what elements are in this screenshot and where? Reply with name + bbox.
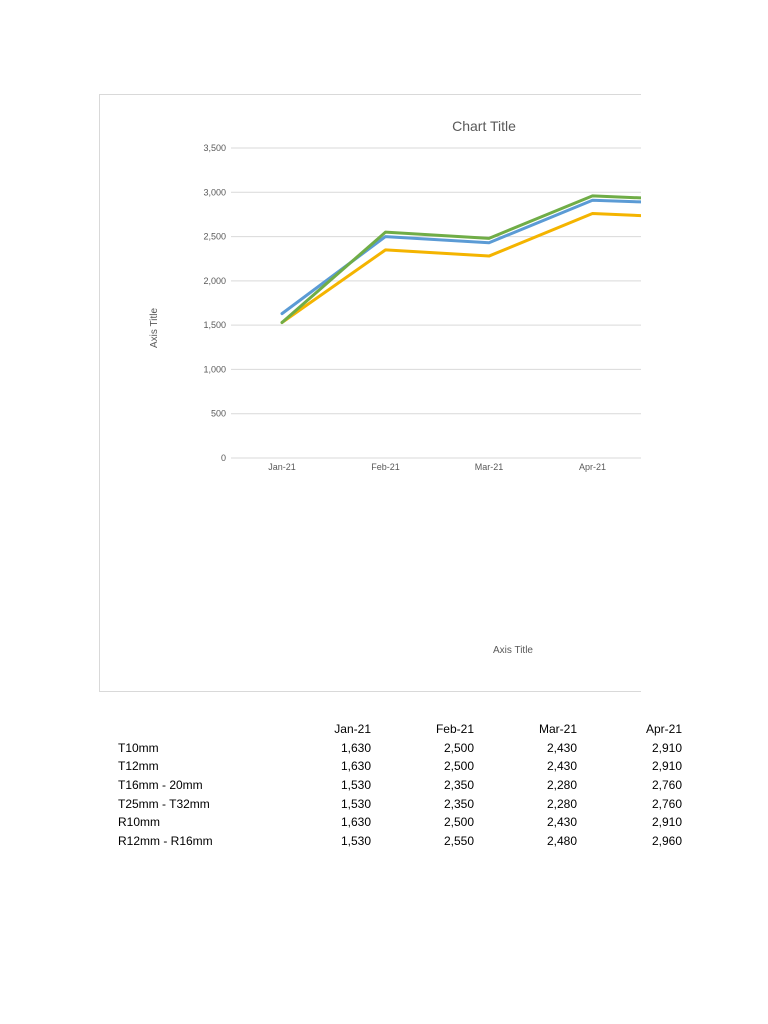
table-header-cell: Apr-21 [645,722,682,737]
table-cell: 1,530 [340,778,371,793]
row-label: T12mm [118,759,159,774]
y-tick-label: 0 [220,453,226,463]
chart-title: Chart Title [452,118,516,134]
table-cell: 2,350 [443,796,474,811]
y-axis-title: Axis Title [149,307,160,349]
y-tick-label: 2,000 [203,275,226,286]
chart-area [99,94,641,692]
table-row [110,794,682,813]
row-label: T10mm [118,740,159,755]
row-label: T16mm - 20mm [118,778,203,793]
y-tick-label: 3,000 [203,187,226,198]
table-cell: 2,500 [443,815,474,830]
series-lines [282,196,641,323]
table-cell: 2,500 [443,740,474,755]
y-tick-label: 1,500 [203,320,226,331]
table-row [110,832,682,851]
table-cell: 1,630 [340,815,371,830]
table-row [110,757,682,776]
x-axis-title: Axis Title [492,645,534,656]
gridlines [231,148,641,458]
table-cell: 1,530 [340,796,371,811]
table-header-cell [110,720,268,739]
table-header-cell: Jan-21 [334,722,371,737]
x-tick-label: Mar-21 [474,462,504,472]
table-cell: 2,760 [651,778,682,793]
table-cell: 1,630 [340,759,371,774]
table-cell: 2,430 [546,759,577,774]
table-header-cell: Mar-21 [538,722,577,737]
table-row [110,776,682,795]
y-tick-label: 2,500 [203,231,226,242]
table-cell: 2,910 [651,815,682,830]
table-cell: 2,430 [546,740,577,755]
table-cell: 1,530 [340,833,371,848]
table-cell: 2,760 [651,796,682,811]
table-cell: 2,550 [443,833,474,848]
x-tick-label: Feb-21 [371,462,400,472]
row-label: R12mm - R16mm [118,833,213,848]
table-header-row [110,720,682,739]
table-row [110,813,682,832]
data-table [110,720,682,850]
x-tick-label: Jan-21 [268,462,296,472]
table-cell: 2,910 [651,740,682,755]
x-tick-label: Apr-21 [578,462,607,472]
y-tick-labels [203,143,226,463]
table-cell: 2,910 [651,759,682,774]
table-row [110,739,682,758]
y-tick-label: 3,500 [203,143,226,153]
x-tick-labels [268,462,606,472]
table-cell: 1,630 [340,740,371,755]
y-tick-label: 1,000 [203,364,226,375]
table-cell: 2,350 [443,778,474,793]
table-cell: 2,480 [546,833,577,848]
table-cell: 2,430 [546,815,577,830]
y-tick-label: 500 [210,408,226,419]
table-cell: 2,280 [546,778,577,793]
table-cell: 2,960 [651,833,682,848]
row-label: T25mm - T32mm [118,796,210,811]
series-line [282,214,641,323]
table-header-cell: Feb-21 [435,722,474,737]
row-label: R10mm [118,815,161,830]
table-cell: 2,280 [546,796,577,811]
line-chart [99,94,641,692]
table-cell: 2,500 [443,759,474,774]
